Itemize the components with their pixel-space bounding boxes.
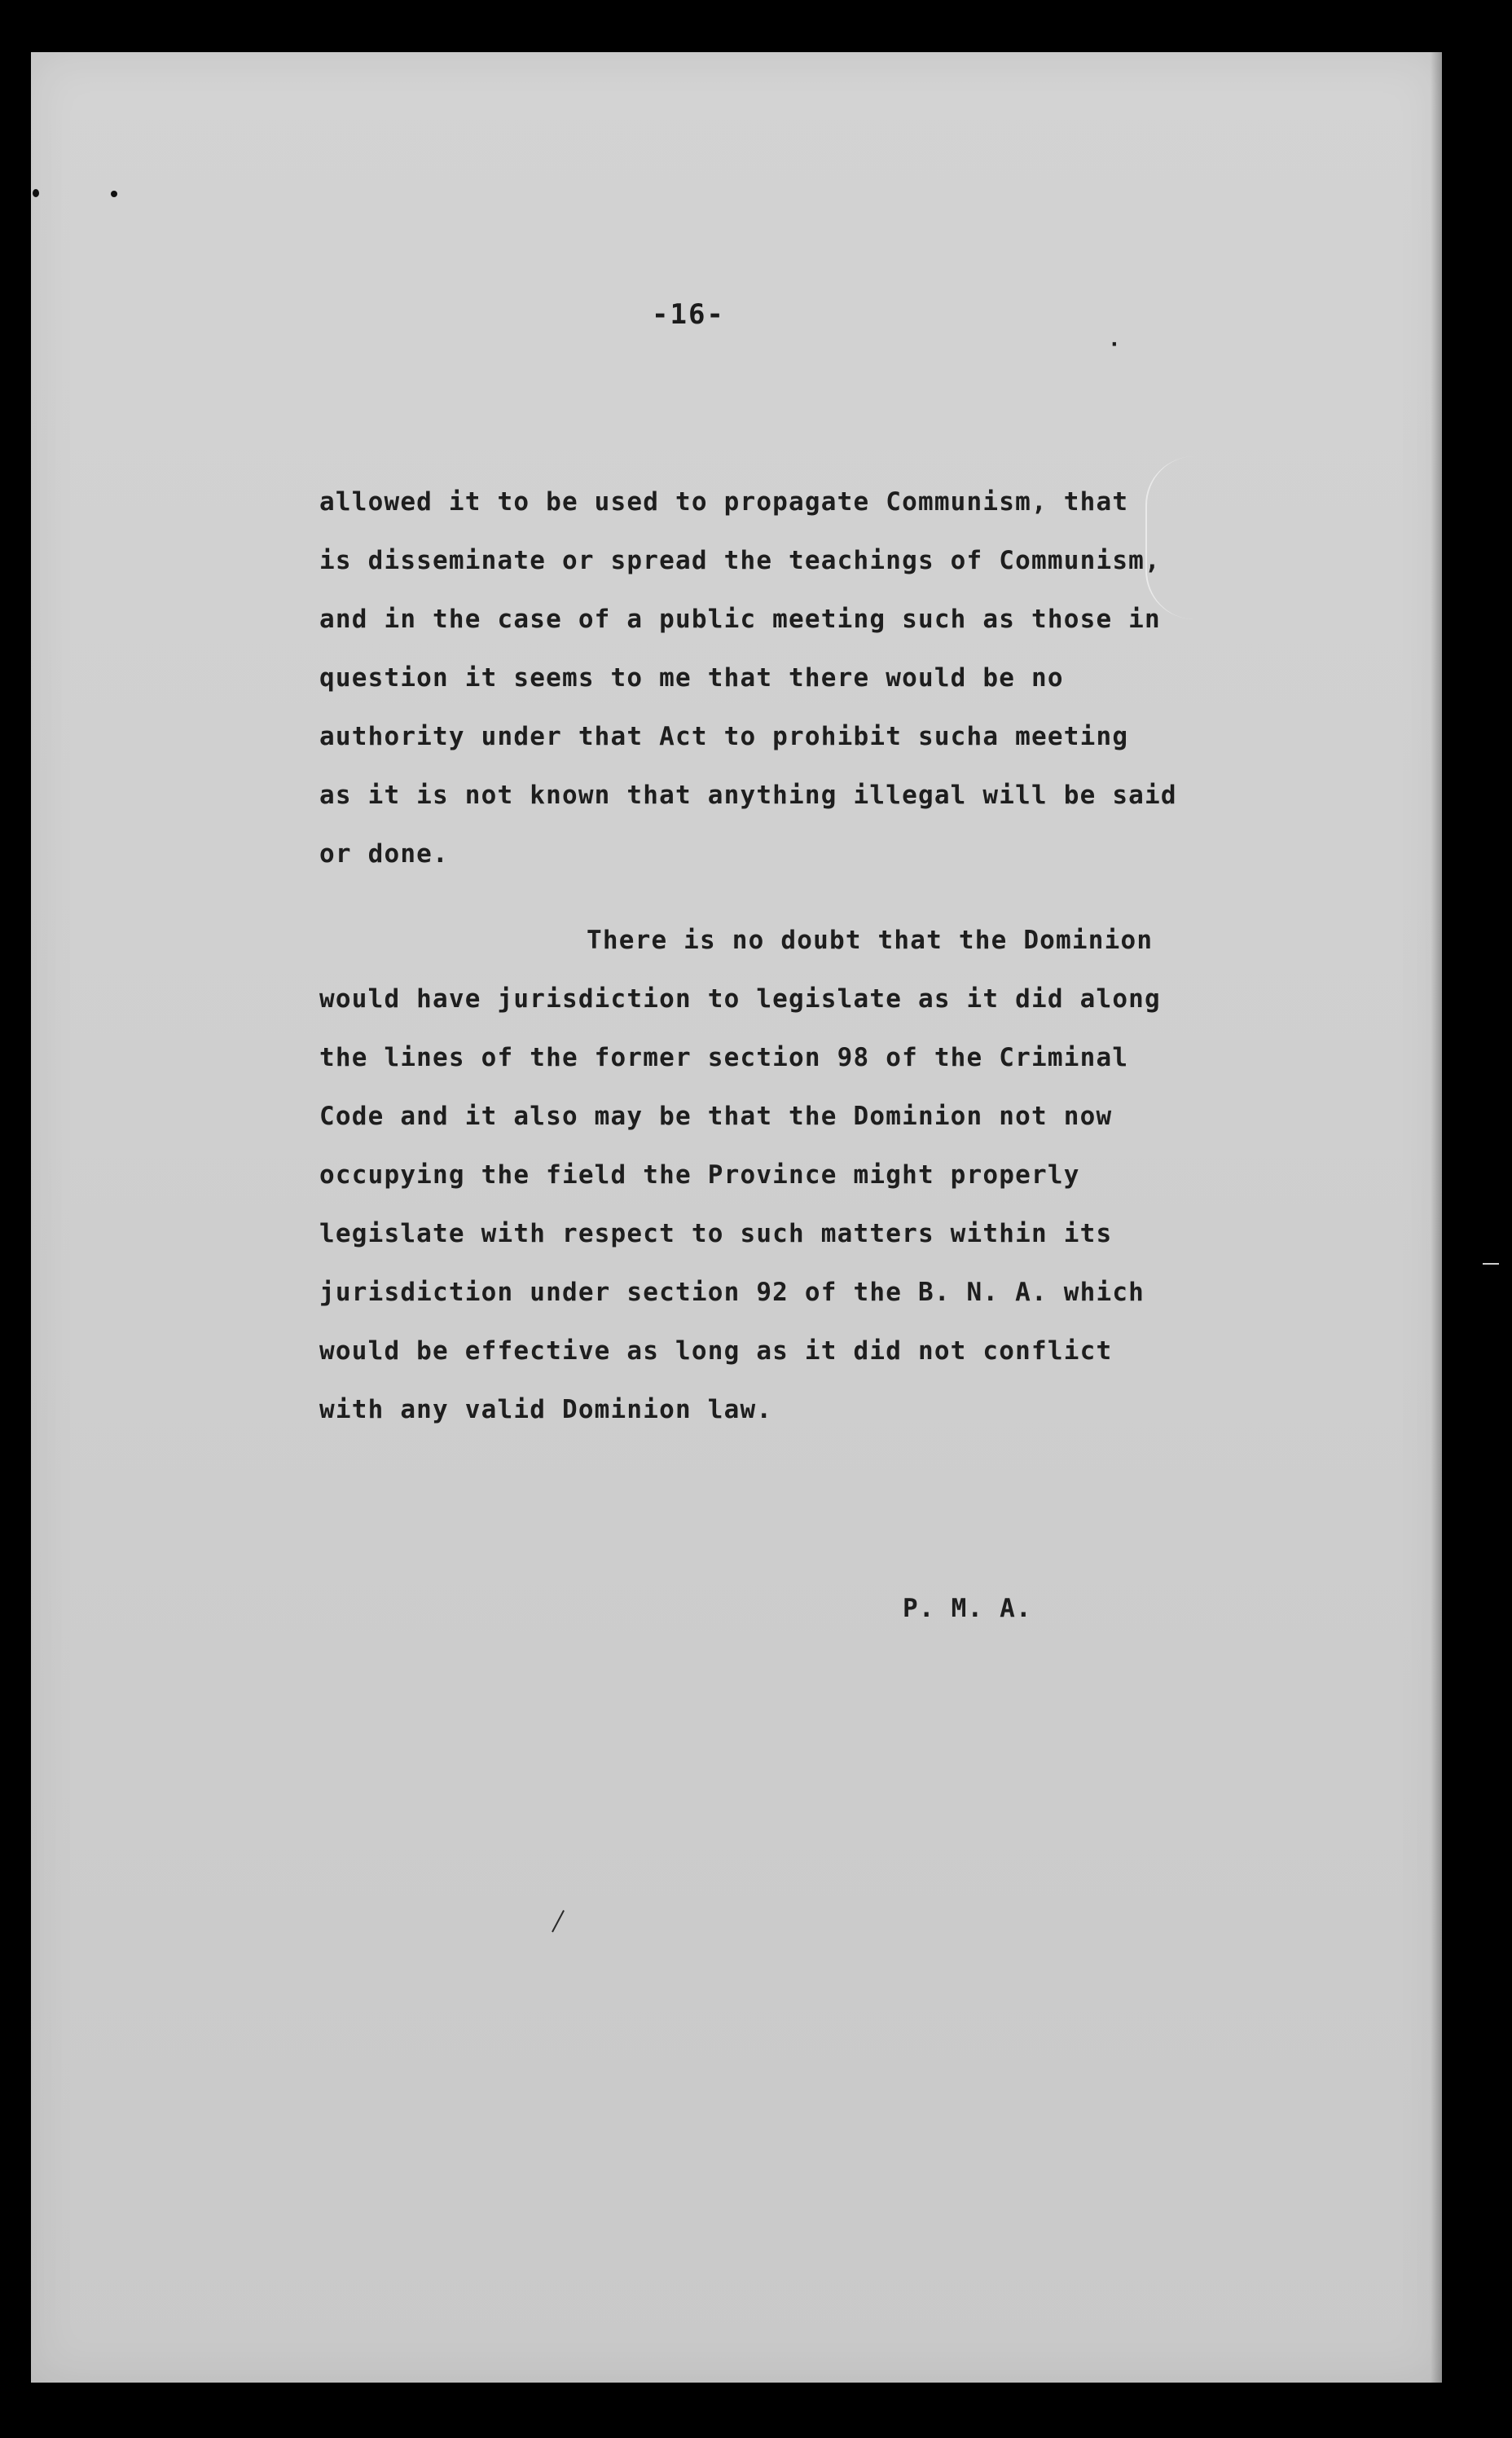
paragraph-2-line: jurisdiction under section 92 of the B. N. A. which (319, 1278, 1145, 1307)
paragraph-1-line: allowed it to be used to propagate Communism, that (319, 487, 1129, 517)
paragraph-2-line: occupying the field the Province might properly (319, 1160, 1080, 1190)
paragraph-1-line: and in the case of a public meeting such as those in (319, 605, 1161, 634)
paragraph-1-line: question it seems to me that there would be no (319, 663, 1064, 693)
paragraph-2-line: would have jurisdiction to legislate as it did along (319, 984, 1161, 1014)
page-number: -16- (652, 298, 725, 331)
paragraph-1-line: authority under that Act to prohibit sucha meeting (319, 722, 1129, 751)
film-speck (111, 191, 117, 197)
paragraph-2-line: legislate with respect to such matters within its (319, 1219, 1113, 1248)
pencil-mark (1145, 456, 1220, 619)
page-edge-shadow (1431, 52, 1442, 2383)
paragraph-1-line: is disseminate or spread the teachings of Communism, (319, 546, 1161, 575)
paragraph-1-line: or done. (319, 839, 449, 869)
signature-initials: P. M. A. (903, 1594, 1032, 1623)
paragraph-2-line: would be effective as long as it did not conflict (319, 1336, 1113, 1366)
document-page (31, 52, 1442, 2383)
paragraph-2-line: Code and it also may be that the Dominion not now (319, 1102, 1113, 1131)
paragraph-1-line: as it is not known that anything illegal will be said (319, 781, 1177, 810)
film-speck (33, 189, 39, 197)
paragraph-2-line: with any valid Dominion law. (319, 1395, 773, 1424)
stray-mark (1483, 1263, 1499, 1265)
corner-mark: · (1108, 332, 1121, 357)
paragraph-2-line: There is no doubt that the Dominion (587, 926, 1154, 955)
paragraph-2-line: the lines of the former section 98 of the Criminal (319, 1043, 1129, 1072)
